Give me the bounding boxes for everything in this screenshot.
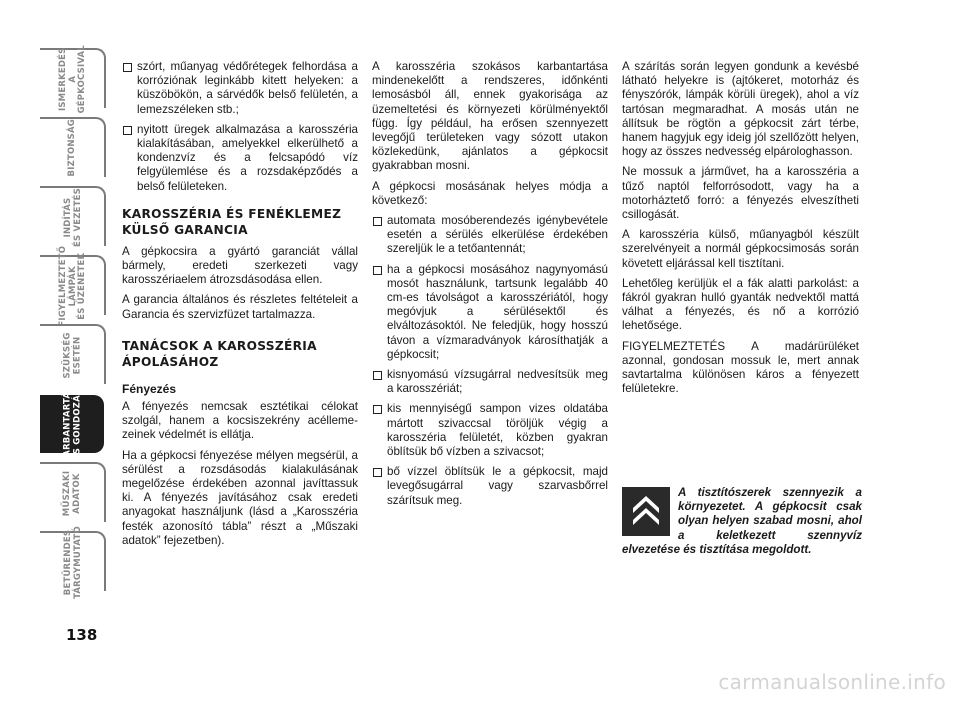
paragraph: Ne mossuk a járművet, ha a karosszéria a tűző naptól felforrósodott, vagy ha a motorháztető forró: a fényezés elveszítheti csillogását.	[622, 165, 859, 222]
tab-label: BETŰRENDES TÁRGYMUTATÓ	[62, 525, 83, 599]
checkbox-bullet-icon	[123, 126, 132, 135]
tab-label: KARBANTARTÁS ÉS GONDOZÁS	[62, 385, 82, 463]
subheading: Fényezés	[122, 381, 177, 396]
paragraph: A karosszéria külső, műanyagból készült szerelvényeit a normál gépkocsimosás során követett eljárással kell tisztítani.	[622, 228, 859, 270]
section-heading: KAROSSZÉRIA ÉS FENÉKLEMEZ KÜLSŐ GARANCIA	[122, 206, 342, 237]
paragraph: A gépkocsi mosásának helyes módja a következő:	[372, 179, 608, 207]
list-item: automata mosóberendezés igénybevétele esetén a sérülés elkerülése érdekében szereljük le a tetőantennát;	[372, 214, 608, 257]
tab-beturendes[interactable]	[40, 525, 106, 599]
tab-label: BIZTONSÁG	[67, 119, 78, 177]
tab-inditas[interactable]	[40, 186, 106, 248]
list-item: nyitott üregek alkalmazása a karosszéria kialakításában, amelyekkel elkerülhető a kondenzvíz és a felcsapódó víz felgyülemlése és a rozsdaképződés a belső felületeken.	[122, 123, 358, 194]
paragraph: A garancia általános és részletes feltételeit a Garancia és szervizfüzet tartalmazza.	[122, 293, 358, 321]
tab-label: FIGYELMEZTETŐ LÁMPÁK ÉS ÜZENETEK	[57, 245, 87, 327]
checkbox-bullet-icon	[373, 405, 382, 414]
bullet-list	[122, 60, 358, 194]
checkbox-bullet-icon	[373, 217, 382, 226]
bullet-list	[372, 214, 608, 508]
list-item: kis mennyiségű sampon vizes oldatába mártott szivaccsal töröljük végig a karosszéria felületét, közben gyakran öblítsük bő vízben a szivacsot;	[372, 402, 608, 459]
column-2	[372, 60, 608, 514]
checkbox-bullet-icon	[373, 468, 382, 477]
page-number: 138	[66, 626, 98, 644]
section-heading: TANÁCSOK A KAROSSZÉRIA ÁPOLÁSÁHOZ	[122, 338, 317, 369]
environment-note	[622, 486, 862, 557]
tab-ismerkedes[interactable]	[40, 44, 106, 114]
paragraph: A fényezés nemcsak esztétikai célokat szolgál, hanem a kocsiszekrény acélleme-zeinek védelmét is ellátja.	[122, 400, 358, 442]
checkbox-bullet-icon	[373, 266, 382, 275]
tab-figyelmezteto[interactable]	[40, 245, 106, 327]
tab-label: ISMERKEDÉS A GÉPKOCSIVAL	[57, 44, 87, 114]
tab-karbantartas[interactable]	[40, 385, 106, 463]
warning-paragraph: FIGYELMEZTETÉS A madárürüléket azonnal, gondosan mossuk le, mert annak savtartalma különösen káros a fényezett felületekre.	[622, 339, 859, 396]
tab-muszaki[interactable]	[40, 462, 106, 524]
paragraph: A karosszéria szokásos karbantartása mindenekelőtt a rendszeres, időnkénti lemosásból áll, ennek gyakorisága az üzemeltetési és környezeti körülményektől függ. Így például, ha erősen szennyezett levegőjű területeken vagy sózott utakon közlekedünk, ajánlatos a gépkocsit gyakrabban mosni.	[372, 60, 608, 173]
list-item: bő vízzel öblítsük le a gépkocsit, majd levegősugárral vagy szarvasbőrrel szárítsuk meg.	[372, 465, 608, 508]
paragraph: Lehetőleg kerüljük el a fák alatti parkolást: a fákról gyakran hulló gyanták nedvektől mattá válhat a fényezés, és nő a korrózió lehetősége.	[622, 276, 859, 333]
checkbox-bullet-icon	[373, 371, 382, 380]
list-item: szórt, műanyag védőrétegek felhordása a korróziónak leginkább kitett helyeken: a küszöbökön, a sárvédők belső felületén, a lemezszéleken stb.;	[122, 60, 358, 117]
list-item: ha a gépkocsi mosásához nagynyomású mosót használunk, tartsunk legalább 40 cm-es távolságot a karosszériától, hogy megóvjuk a sérülésektől és elváltozásoktól. Ne feledjük, hogy hosszú távon a vízmaradványok károsíthatják a gépkocsit;	[372, 263, 608, 362]
tab-szukseg[interactable]	[40, 324, 106, 386]
paragraph: A szárítás során legyen gondunk a kevésbé látható helyekre is (ajtókeret, motorház és fényszórók, lámpák körüli üregek), ahol a víz tartósan megmaradhat. A mosás után ne állítsuk be rögtön a gépkocsit zárt térbe, hanem hagyjuk egy ideig jól szellőzött helyen, hogy az összes nedvesség elpárologhasson.	[622, 60, 859, 159]
tab-biztonsag[interactable]	[40, 117, 106, 179]
column-3	[622, 60, 859, 402]
tab-label: MŰSZAKI ADATOK	[62, 470, 82, 516]
paragraph: A gépkocsira a gyártó garanciát vállal bármely, eredeti szerkezeti vagy karosszériaelem átrozsdásodása ellen.	[122, 244, 358, 287]
list-item: kisnyomású vízsugárral nedvesítsük meg a karosszériát;	[372, 368, 608, 396]
watermark: carmanualsonline.info	[718, 670, 946, 694]
tab-label: SZÜKSÉG ESETÉN	[62, 331, 82, 379]
paragraph: Ha a gépkocsi fényezése mélyen megsérül, a sérülést a rozsdásodás kialakulásának megelőzése érdekében azonnal javíttassuk ki. A fényezés javításához csak eredeti anyagokat használjunk (lásd a „Karosszéria festék azonosító tábla” részt a „Műszaki adatok” fejezetben).	[122, 448, 358, 547]
column-1	[122, 60, 358, 554]
note-text: A tisztítószerek szennyezik a környezetet. A gépkocsit csak olyan helyen szabad mosni, ahol a keletkezett szennyvíz elvezetése és tisztítása megoldott.	[622, 486, 862, 556]
environment-chevron-icon	[622, 487, 670, 536]
checkbox-bullet-icon	[123, 63, 132, 72]
tab-label: INDÍTÁS ÉS VEZETÉS	[62, 187, 82, 247]
